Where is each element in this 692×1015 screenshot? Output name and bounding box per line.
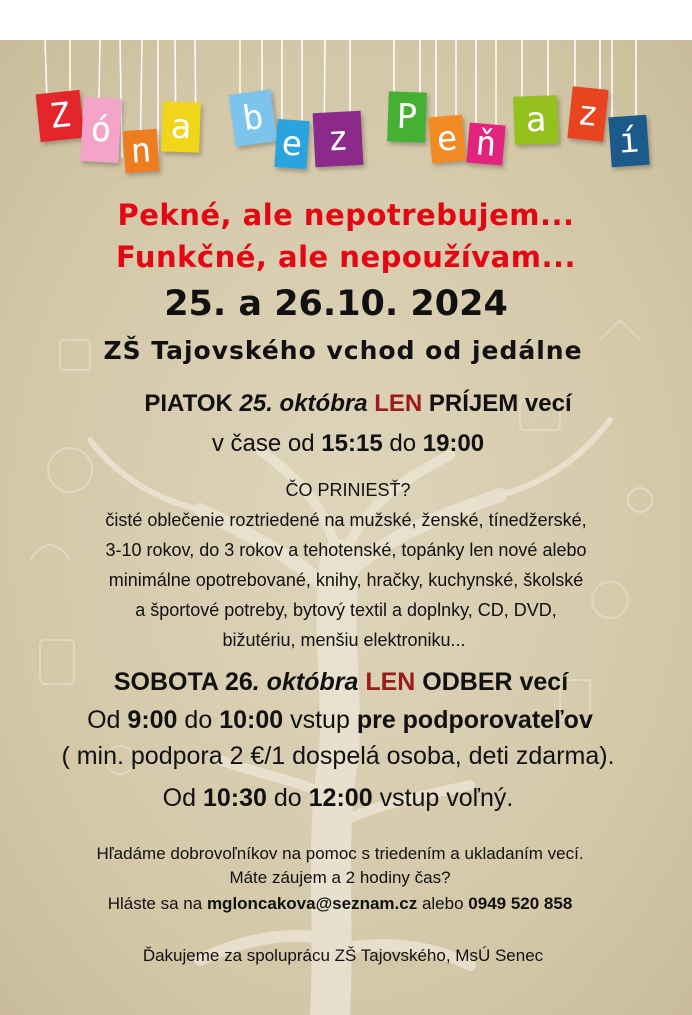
volunteers-phone[interactable]: 0949 520 858 bbox=[468, 894, 573, 913]
saturday-date: . októbra bbox=[252, 668, 359, 696]
friday-time-mid: do bbox=[389, 430, 417, 457]
headline-line-2: Funkčné, ale nepoužívam... bbox=[115, 240, 577, 274]
event-place: ZŠ Tajovského vchod od jedálne bbox=[103, 336, 583, 365]
letter-card: a bbox=[513, 95, 559, 145]
letter-card: P bbox=[387, 91, 427, 142]
friday-heading bbox=[12, 390, 692, 418]
volunteers-alebo: alebo bbox=[421, 894, 464, 913]
friday-time-from: 15:15 bbox=[321, 430, 383, 457]
letter-card: e bbox=[428, 115, 466, 164]
saturday-to-2: 12:00 bbox=[308, 784, 373, 812]
saturday-support-note: ( min. podpora 2 €/1 dospelá osoba, deti zdarma). bbox=[61, 742, 615, 770]
friday-time-to: 19:00 bbox=[422, 430, 485, 457]
saturday-do-1: do bbox=[184, 706, 213, 734]
letter-card: ň bbox=[466, 123, 505, 166]
letter-card: e bbox=[274, 119, 309, 169]
friday-time-prefix: v čase od bbox=[211, 430, 315, 457]
volunteers-email[interactable]: mgloncakova@seznam.cz bbox=[206, 894, 418, 913]
saturday-od-2: Od bbox=[162, 784, 197, 812]
saturday-from-1: 9:00 bbox=[127, 706, 178, 734]
bring-line: bižutériu, menšiu elektroniku... bbox=[222, 630, 466, 650]
saturday-supporters bbox=[0, 706, 686, 735]
volunteers-line-1: Hľadáme dobrovoľníkov na pomoc s triedením a ukladaním vecí. bbox=[96, 844, 584, 863]
event-date: 25. a 26.10. 2024 bbox=[164, 284, 508, 324]
letter-card: í bbox=[608, 115, 649, 168]
bring-title: ČO PRINIESŤ? bbox=[285, 480, 411, 500]
saturday-do-2: do bbox=[273, 784, 302, 812]
friday-len: LEN bbox=[374, 390, 423, 417]
saturday-heading bbox=[0, 668, 687, 697]
friday-date: 25. októbra bbox=[239, 390, 368, 417]
saturday-od-1: Od bbox=[87, 706, 121, 734]
letter-card: ó bbox=[80, 97, 121, 163]
volunteers-prefix: Hláste sa na bbox=[107, 894, 203, 913]
poster bbox=[0, 40, 692, 1015]
saturday-len: LEN bbox=[365, 668, 416, 696]
thanks: Ďakujeme za spoluprácu ZŠ Tajovského, MsÚ Senec bbox=[142, 946, 544, 965]
saturday-from-2: 10:30 bbox=[202, 784, 267, 812]
letter-card: z bbox=[313, 111, 364, 167]
bring-line: 3-10 rokov, do 3 rokov a tehotenské, topánky len nové alebo bbox=[105, 540, 587, 560]
bring-line: minimálne opotrebované, knihy, hračky, kuchynské, školské bbox=[108, 570, 584, 590]
bring-line: a športové potreby, bytový textil a doplnky, CD, DVD, bbox=[135, 600, 557, 620]
saturday-num: 26 bbox=[224, 668, 253, 696]
saturday-rest: vstup voľný. bbox=[379, 784, 514, 812]
headline-line-1: Pekné, ale nepotrebujem... bbox=[117, 198, 575, 232]
volunteers-line-2: Máte záujem a 2 hodiny čas? bbox=[229, 868, 451, 887]
friday-time bbox=[2, 430, 692, 458]
letter-card: b bbox=[229, 89, 278, 146]
saturday-to-1: 10:00 bbox=[219, 706, 284, 734]
letter-card: a bbox=[161, 101, 201, 152]
saturday-day: SOBOTA bbox=[113, 668, 219, 696]
friday-day: PIATOK bbox=[144, 390, 233, 417]
volunteers-contact bbox=[0, 894, 686, 914]
saturday-vstup-1: vstup bbox=[290, 706, 350, 734]
saturday-who: pre podporovateľov bbox=[356, 706, 593, 734]
bring-line: čisté oblečenie roztriedené na mužské, ženské, tínedžerské, bbox=[105, 510, 587, 530]
letter-card: Z bbox=[36, 90, 85, 142]
letter-card: z bbox=[567, 86, 608, 141]
saturday-action: ODBER vecí bbox=[422, 668, 569, 696]
friday-action: PRÍJEM vecí bbox=[428, 390, 572, 417]
letter-card: n bbox=[123, 129, 160, 173]
saturday-free-entry bbox=[0, 784, 684, 813]
